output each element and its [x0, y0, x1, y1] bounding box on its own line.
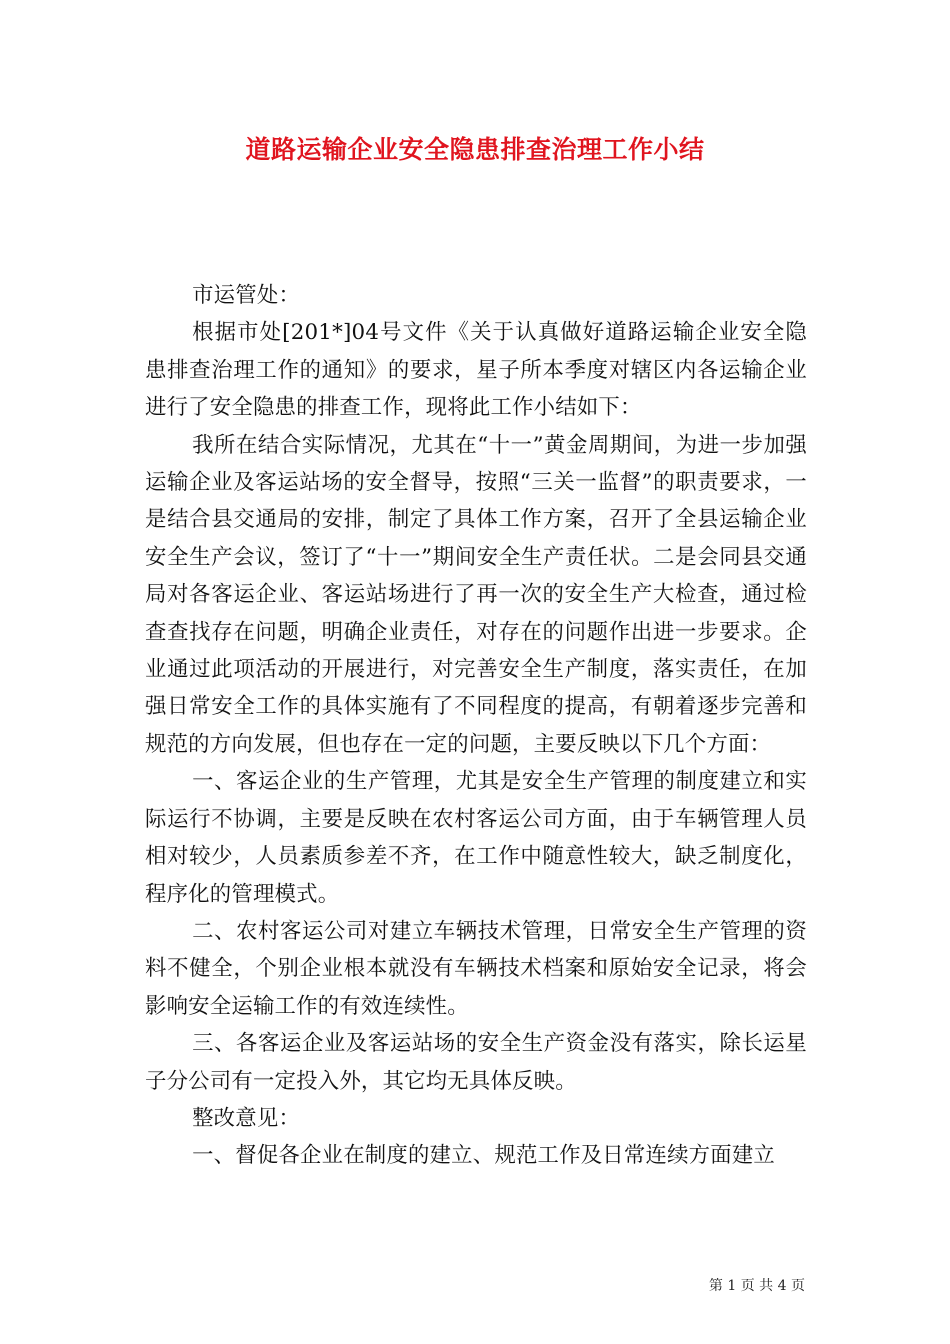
document-title: 道路运输企业安全隐患排查治理工作小结: [245, 135, 705, 164]
page-number-footer: 第 1 页 共 4 页: [708, 1278, 805, 1294]
paragraph-rectification-1: 一、督促各企业在制度的建立、规范工作及日常连续方面建立: [192, 1143, 776, 1169]
section-heading-rectification: 整改意见：: [192, 1105, 301, 1131]
paragraph-intro: 根据市处[201*]04号文件《关于认真做好道路运输企业安全隐患排查治理工作的通知》的要求，星子所本季度对辖区内各运输企业进行了安全隐患的排查工作，现将此工作小结如下：: [145, 320, 807, 421]
paragraph-issue-2: 二、农村客运公司对建立车辆技术管理，日常安全生产管理的资料不健全，个别企业根本就没有车辆技术档案和原始安全记录，将会影响安全运输工作的有效连续性。: [145, 918, 807, 1019]
salutation: 市运管处：: [192, 283, 301, 308]
paragraph-work-summary: 我所在结合实际情况，尤其在“十一”黄金周期间，为进一步加强运输企业及客运站场的安全督导，按照“三关一监督”的职责要求，一是结合县交通局的安排，制定了具体工作方案，召开了全县运输企业安全生产会议，签订了“十一”期间安全生产责任状。二是会同县交通局对各客运企业、客运站场进行了再一次的安全生产大检查，通过检查查找存在问题，明确企业责任，对存在的问题作出进一步要求。企业通过此项活动的开展进行，对完善安全生产制度，落实责任，在加强日常安全工作的具体实施有了不同程度的提高，有朝着逐步完善和规范的方向发展，但也存在一定的问题，主要反映以下几个方面：: [145, 432, 807, 757]
paragraph-issue-1: 一、客运企业的生产管理，尤其是安全生产管理的制度建立和实际运行不协调，主要是反映在农村客运公司方面，由于车辆管理人员相对较少，人员素质参差不齐，在工作中随意性较大，缺乏制度化，程序化的管理模式。: [145, 769, 807, 907]
paragraph-issue-3: 三、各客运企业及客运站场的安全生产资金没有落实，除长运星子分公司有一定投入外，其它均无具体反映。: [145, 1031, 807, 1094]
document-body: [145, 277, 807, 1175]
